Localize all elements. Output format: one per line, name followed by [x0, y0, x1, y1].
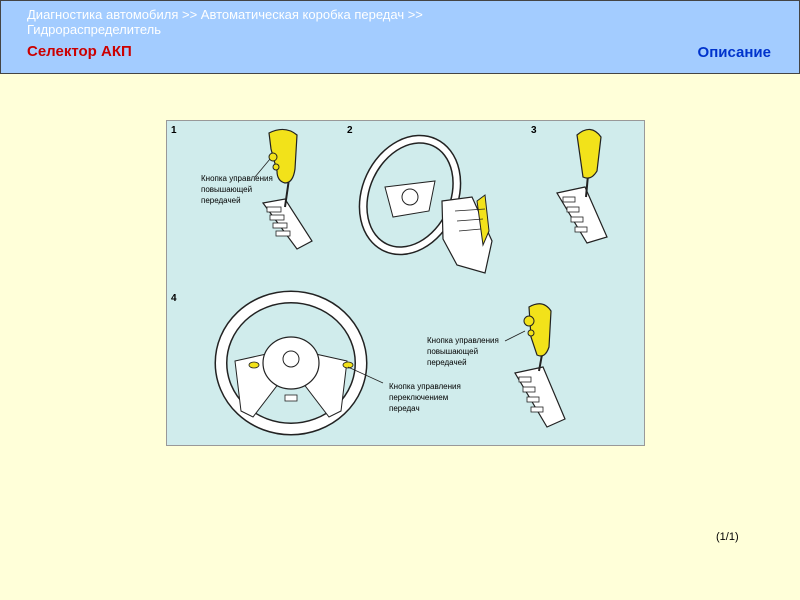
callout-line: передачей: [201, 196, 241, 205]
shifter-4: [505, 304, 565, 427]
panel-number-3: 3: [531, 125, 537, 136]
callout-line: переключением: [389, 393, 449, 402]
page-indicator: (1/1): [716, 531, 739, 543]
callout-line: повышающей: [427, 347, 479, 356]
breadcrumb[interactable]: [27, 7, 547, 37]
callout-line: Кнопка управления: [427, 336, 499, 345]
callout-upshift-2: [427, 335, 499, 368]
callout-line: повышающей: [201, 185, 253, 194]
header-bar: [0, 0, 800, 74]
shift-selector-illustration: [166, 120, 645, 446]
shifter-3: [557, 129, 607, 243]
callout-line: Кнопка управления: [389, 382, 461, 391]
steering-wheel-2: [346, 124, 492, 273]
callout-line: Кнопка управления: [201, 174, 273, 183]
panel-number-1: 1: [171, 125, 177, 136]
section-title: Описание: [697, 44, 771, 61]
callout-line: передач: [389, 404, 420, 413]
callout-shift-buttons: [389, 381, 461, 414]
breadcrumb-line-1[interactable]: Диагностика автомобиля >> Автоматическая коробка передач >>: [27, 7, 423, 22]
page-title: Селектор АКП: [27, 43, 132, 60]
panel-number-4: 4: [171, 293, 177, 304]
panel-number-2: 2: [347, 125, 353, 136]
callout-line: передачей: [427, 358, 467, 367]
steering-wheel-4: [221, 297, 383, 429]
callout-upshift-1: [201, 173, 273, 206]
breadcrumb-line-2[interactable]: Гидрораспределитель: [27, 22, 161, 37]
